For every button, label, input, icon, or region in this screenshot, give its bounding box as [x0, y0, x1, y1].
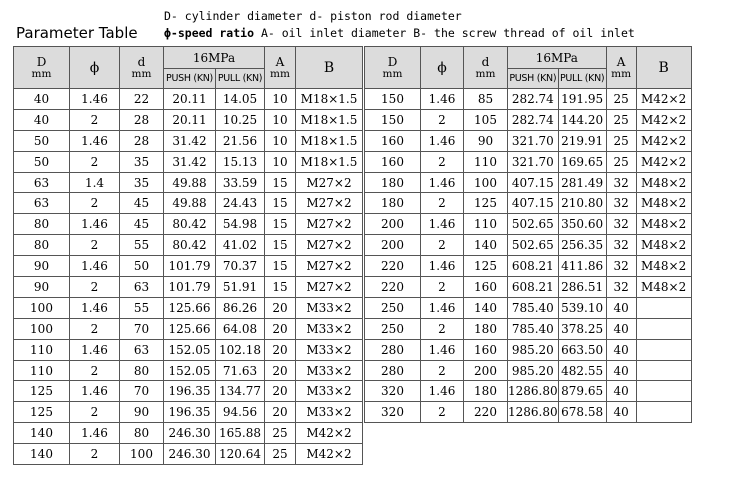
- cell-rod-diameter: 160: [464, 339, 508, 360]
- cell-oil-inlet-diameter: 40: [606, 381, 636, 402]
- header-pressure: 16MPa: [508, 47, 607, 69]
- cell-oil-inlet-diameter: 10: [265, 109, 296, 130]
- cell-oil-inlet-diameter: 20: [265, 339, 296, 360]
- cell-pull-force: 663.50: [558, 339, 606, 360]
- cell-screw-thread: [636, 360, 691, 381]
- cell-speed-ratio: 2: [70, 151, 120, 172]
- cell-rod-diameter: 70: [120, 381, 164, 402]
- cell-rod-diameter: 110: [464, 214, 508, 235]
- header-pull: PULL (KN): [216, 69, 265, 89]
- cell-pull-force: 33.59: [216, 172, 265, 193]
- cell-push-force: 31.42: [164, 151, 216, 172]
- cell-push-force: 608.21: [508, 277, 559, 298]
- cell-pull-force: 86.26: [216, 297, 265, 318]
- table-row: [365, 109, 692, 130]
- cell-oil-inlet-diameter: 15: [265, 256, 296, 277]
- header-oil-inlet-diameter: A mm: [606, 47, 636, 89]
- table-row: [14, 130, 363, 151]
- cell-pull-force: 144.20: [558, 109, 606, 130]
- cell-speed-ratio: 1.46: [421, 130, 464, 151]
- cell-rod-diameter: 28: [120, 109, 164, 130]
- cell-rod-diameter: 180: [464, 381, 508, 402]
- cell-pull-force: 879.65: [558, 381, 606, 402]
- cell-oil-inlet-diameter: 15: [265, 193, 296, 214]
- table-row: [365, 339, 692, 360]
- table-row: [365, 381, 692, 402]
- cell-cylinder-diameter: 180: [365, 193, 421, 214]
- cell-cylinder-diameter: 110: [14, 360, 70, 381]
- header-screw-thread: B: [636, 47, 691, 89]
- cell-speed-ratio: 2: [421, 318, 464, 339]
- table-row: [14, 235, 363, 256]
- header-cylinder-diameter: D mm: [365, 47, 421, 89]
- cell-cylinder-diameter: 63: [14, 193, 70, 214]
- cell-speed-ratio: 2: [70, 109, 120, 130]
- header-pull: PULL (KN): [558, 69, 606, 89]
- cell-cylinder-diameter: 110: [14, 339, 70, 360]
- table-row: [14, 402, 363, 423]
- cell-rod-diameter: 35: [120, 172, 164, 193]
- cell-rod-diameter: 105: [464, 109, 508, 130]
- cell-push-force: 282.74: [508, 109, 559, 130]
- cell-oil-inlet-diameter: 20: [265, 318, 296, 339]
- cell-screw-thread: M27×2: [296, 214, 363, 235]
- cell-push-force: 1286.80: [508, 381, 559, 402]
- cell-speed-ratio: 1.46: [70, 89, 120, 110]
- cell-screw-thread: M33×2: [296, 381, 363, 402]
- cell-pull-force: 24.43: [216, 193, 265, 214]
- cell-screw-thread: M48×2: [636, 256, 691, 277]
- cell-push-force: 502.65: [508, 214, 559, 235]
- cell-rod-diameter: 55: [120, 235, 164, 256]
- cell-cylinder-diameter: 40: [14, 89, 70, 110]
- cell-rod-diameter: 100: [120, 444, 164, 465]
- table-row: [365, 256, 692, 277]
- cell-oil-inlet-diameter: 10: [265, 130, 296, 151]
- table-row: [14, 444, 363, 465]
- cell-cylinder-diameter: 200: [365, 214, 421, 235]
- cell-speed-ratio: 2: [421, 109, 464, 130]
- cell-rod-diameter: 160: [464, 277, 508, 298]
- cell-push-force: 49.88: [164, 172, 216, 193]
- cell-screw-thread: M48×2: [636, 193, 691, 214]
- cell-rod-diameter: 100: [464, 172, 508, 193]
- cell-speed-ratio: 1.46: [70, 423, 120, 444]
- cell-push-force: 125.66: [164, 297, 216, 318]
- cell-push-force: 407.15: [508, 172, 559, 193]
- cell-push-force: 985.20: [508, 360, 559, 381]
- cell-pull-force: 219.91: [558, 130, 606, 151]
- parameter-table-left: [13, 46, 363, 465]
- cell-screw-thread: [636, 381, 691, 402]
- cell-rod-diameter: 80: [120, 423, 164, 444]
- cell-rod-diameter: 220: [464, 402, 508, 423]
- cell-pull-force: 102.18: [216, 339, 265, 360]
- cell-cylinder-diameter: 50: [14, 130, 70, 151]
- cell-push-force: 321.70: [508, 130, 559, 151]
- table-row: [365, 214, 692, 235]
- cell-screw-thread: M27×2: [296, 277, 363, 298]
- cell-speed-ratio: 2: [70, 277, 120, 298]
- table-row: [14, 193, 363, 214]
- cell-oil-inlet-diameter: 32: [606, 256, 636, 277]
- cell-cylinder-diameter: 220: [365, 277, 421, 298]
- cell-cylinder-diameter: 280: [365, 339, 421, 360]
- cell-pull-force: 120.64: [216, 444, 265, 465]
- cell-oil-inlet-diameter: 15: [265, 214, 296, 235]
- table-row: [14, 277, 363, 298]
- cell-push-force: 101.79: [164, 277, 216, 298]
- cell-screw-thread: M42×2: [636, 151, 691, 172]
- cell-speed-ratio: 2: [421, 193, 464, 214]
- table-row: [365, 235, 692, 256]
- cell-push-force: 196.35: [164, 402, 216, 423]
- cell-pull-force: 378.25: [558, 318, 606, 339]
- cell-screw-thread: M48×2: [636, 214, 691, 235]
- cell-screw-thread: M42×2: [296, 444, 363, 465]
- cell-oil-inlet-diameter: 40: [606, 402, 636, 423]
- cell-screw-thread: [636, 402, 691, 423]
- cell-oil-inlet-diameter: 25: [606, 89, 636, 110]
- cell-speed-ratio: 1.46: [70, 297, 120, 318]
- cell-pull-force: 191.95: [558, 89, 606, 110]
- cell-speed-ratio: 2: [70, 444, 120, 465]
- cell-speed-ratio: 2: [421, 402, 464, 423]
- cell-pull-force: 169.65: [558, 151, 606, 172]
- cell-screw-thread: [636, 297, 691, 318]
- cell-rod-diameter: 45: [120, 193, 164, 214]
- cell-push-force: 80.42: [164, 214, 216, 235]
- cell-pull-force: 94.56: [216, 402, 265, 423]
- cell-pull-force: 41.02: [216, 235, 265, 256]
- cell-screw-thread: M18×1.5: [296, 109, 363, 130]
- cell-screw-thread: M27×2: [296, 256, 363, 277]
- cell-oil-inlet-diameter: 15: [265, 172, 296, 193]
- cell-pull-force: 134.77: [216, 381, 265, 402]
- cell-cylinder-diameter: 100: [14, 297, 70, 318]
- header-oil-inlet-diameter: A mm: [265, 47, 296, 89]
- cell-rod-diameter: 90: [120, 402, 164, 423]
- cell-screw-thread: M27×2: [296, 235, 363, 256]
- cell-pull-force: 21.56: [216, 130, 265, 151]
- cell-screw-thread: [636, 318, 691, 339]
- table-row: [365, 277, 692, 298]
- cell-pull-force: 256.35: [558, 235, 606, 256]
- cell-speed-ratio: 1.46: [70, 339, 120, 360]
- cell-oil-inlet-diameter: 25: [265, 423, 296, 444]
- cell-push-force: 985.20: [508, 339, 559, 360]
- cell-cylinder-diameter: 220: [365, 256, 421, 277]
- header-cylinder-diameter: D mm: [14, 47, 70, 89]
- parameter-table-right: [364, 46, 692, 423]
- cell-cylinder-diameter: 280: [365, 360, 421, 381]
- cell-screw-thread: M18×1.5: [296, 130, 363, 151]
- table-row: [14, 423, 363, 444]
- cell-screw-thread: M48×2: [636, 235, 691, 256]
- cell-pull-force: 350.60: [558, 214, 606, 235]
- table-row: [14, 214, 363, 235]
- table-row: [14, 151, 363, 172]
- cell-rod-diameter: 90: [464, 130, 508, 151]
- cell-cylinder-diameter: 160: [365, 151, 421, 172]
- cell-rod-diameter: 63: [120, 277, 164, 298]
- cell-rod-diameter: 70: [120, 318, 164, 339]
- cell-screw-thread: M48×2: [636, 172, 691, 193]
- cell-speed-ratio: 1.46: [70, 381, 120, 402]
- cell-cylinder-diameter: 320: [365, 402, 421, 423]
- cell-oil-inlet-diameter: 40: [606, 339, 636, 360]
- table-row: [365, 172, 692, 193]
- cell-rod-diameter: 80: [120, 360, 164, 381]
- cell-screw-thread: M33×2: [296, 402, 363, 423]
- cell-speed-ratio: 2: [421, 235, 464, 256]
- table-row: [365, 402, 692, 423]
- cell-oil-inlet-diameter: 25: [265, 444, 296, 465]
- cell-speed-ratio: 1.46: [421, 214, 464, 235]
- cell-screw-thread: M48×2: [636, 277, 691, 298]
- cell-push-force: 125.66: [164, 318, 216, 339]
- cell-screw-thread: M33×2: [296, 318, 363, 339]
- cell-rod-diameter: 55: [120, 297, 164, 318]
- cell-speed-ratio: 1.4: [70, 172, 120, 193]
- cell-cylinder-diameter: 80: [14, 235, 70, 256]
- cell-push-force: 49.88: [164, 193, 216, 214]
- cell-oil-inlet-diameter: 32: [606, 235, 636, 256]
- cell-pull-force: 539.10: [558, 297, 606, 318]
- cell-push-force: 20.11: [164, 89, 216, 110]
- cell-screw-thread: M42×2: [636, 89, 691, 110]
- cell-rod-diameter: 140: [464, 297, 508, 318]
- cell-cylinder-diameter: 63: [14, 172, 70, 193]
- cell-pull-force: 10.25: [216, 109, 265, 130]
- table-row: [365, 193, 692, 214]
- cell-screw-thread: M18×1.5: [296, 89, 363, 110]
- cell-screw-thread: M18×1.5: [296, 151, 363, 172]
- table-row: [14, 89, 363, 110]
- cell-cylinder-diameter: 80: [14, 214, 70, 235]
- cell-cylinder-diameter: 160: [365, 130, 421, 151]
- table-row: [365, 151, 692, 172]
- cell-push-force: 31.42: [164, 130, 216, 151]
- cell-speed-ratio: 1.46: [421, 256, 464, 277]
- cell-pull-force: 71.63: [216, 360, 265, 381]
- cell-screw-thread: M27×2: [296, 193, 363, 214]
- table-row: [14, 109, 363, 130]
- cell-screw-thread: M27×2: [296, 172, 363, 193]
- cell-rod-diameter: 180: [464, 318, 508, 339]
- legend-line-2: [164, 26, 635, 40]
- cell-cylinder-diameter: 90: [14, 256, 70, 277]
- cell-screw-thread: M33×2: [296, 360, 363, 381]
- cell-screw-thread: M33×2: [296, 339, 363, 360]
- cell-pull-force: 411.86: [558, 256, 606, 277]
- cell-cylinder-diameter: 140: [14, 444, 70, 465]
- table-row: [365, 297, 692, 318]
- cell-rod-diameter: 85: [464, 89, 508, 110]
- cell-push-force: 1286.80: [508, 402, 559, 423]
- cell-pull-force: 64.08: [216, 318, 265, 339]
- cell-oil-inlet-diameter: 32: [606, 277, 636, 298]
- cell-cylinder-diameter: 40: [14, 109, 70, 130]
- cell-speed-ratio: 1.46: [421, 89, 464, 110]
- cell-pull-force: 678.58: [558, 402, 606, 423]
- header-push: PUSH (KN): [164, 69, 216, 89]
- cell-speed-ratio: 2: [70, 402, 120, 423]
- cell-push-force: 152.05: [164, 360, 216, 381]
- table-row: [365, 360, 692, 381]
- cell-pull-force: 165.88: [216, 423, 265, 444]
- cell-cylinder-diameter: 125: [14, 402, 70, 423]
- legend-speed-ratio: ϕ-speed ratio: [164, 26, 255, 40]
- table-row: [14, 297, 363, 318]
- cell-rod-diameter: 125: [464, 193, 508, 214]
- cell-cylinder-diameter: 100: [14, 318, 70, 339]
- cell-cylinder-diameter: 50: [14, 151, 70, 172]
- cell-oil-inlet-diameter: 25: [606, 130, 636, 151]
- cell-screw-thread: M33×2: [296, 297, 363, 318]
- page-title: Parameter Table: [16, 24, 138, 42]
- cell-screw-thread: M42×2: [636, 130, 691, 151]
- cell-push-force: 608.21: [508, 256, 559, 277]
- cell-push-force: 407.15: [508, 193, 559, 214]
- cell-cylinder-diameter: 90: [14, 277, 70, 298]
- cell-cylinder-diameter: 150: [365, 109, 421, 130]
- cell-rod-diameter: 22: [120, 89, 164, 110]
- table-row: [14, 360, 363, 381]
- cell-rod-diameter: 200: [464, 360, 508, 381]
- table-row: [14, 381, 363, 402]
- cell-pull-force: 286.51: [558, 277, 606, 298]
- cell-speed-ratio: 2: [70, 360, 120, 381]
- header-rod-diameter: d mm: [120, 47, 164, 89]
- cell-oil-inlet-diameter: 15: [265, 235, 296, 256]
- cell-oil-inlet-diameter: 20: [265, 381, 296, 402]
- cell-oil-inlet-diameter: 20: [265, 402, 296, 423]
- header-speed-ratio: ϕ: [421, 47, 464, 89]
- cell-cylinder-diameter: 320: [365, 381, 421, 402]
- cell-push-force: 785.40: [508, 297, 559, 318]
- table-row: [365, 318, 692, 339]
- cell-speed-ratio: 2: [421, 277, 464, 298]
- cell-speed-ratio: 2: [70, 193, 120, 214]
- header-speed-ratio: ϕ: [70, 47, 120, 89]
- cell-rod-diameter: 50: [120, 256, 164, 277]
- cell-speed-ratio: 1.46: [70, 256, 120, 277]
- cell-push-force: 785.40: [508, 318, 559, 339]
- cell-cylinder-diameter: 250: [365, 318, 421, 339]
- table-row: [14, 172, 363, 193]
- cell-pull-force: 482.55: [558, 360, 606, 381]
- cell-screw-thread: M42×2: [296, 423, 363, 444]
- cell-cylinder-diameter: 140: [14, 423, 70, 444]
- cell-oil-inlet-diameter: 10: [265, 151, 296, 172]
- cell-speed-ratio: 2: [421, 360, 464, 381]
- cell-cylinder-diameter: 125: [14, 381, 70, 402]
- cell-rod-diameter: 140: [464, 235, 508, 256]
- header-push: PUSH (KN): [508, 69, 559, 89]
- cell-rod-diameter: 45: [120, 214, 164, 235]
- cell-oil-inlet-diameter: 32: [606, 193, 636, 214]
- cell-rod-diameter: 125: [464, 256, 508, 277]
- cell-oil-inlet-diameter: 40: [606, 318, 636, 339]
- cell-speed-ratio: 1.46: [421, 339, 464, 360]
- cell-push-force: 152.05: [164, 339, 216, 360]
- cell-oil-inlet-diameter: 15: [265, 277, 296, 298]
- cell-speed-ratio: 1.46: [421, 297, 464, 318]
- cell-cylinder-diameter: 250: [365, 297, 421, 318]
- cell-cylinder-diameter: 150: [365, 89, 421, 110]
- cell-speed-ratio: 1.46: [421, 381, 464, 402]
- cell-rod-diameter: 35: [120, 151, 164, 172]
- cell-oil-inlet-diameter: 20: [265, 360, 296, 381]
- cell-speed-ratio: 1.46: [70, 214, 120, 235]
- table-row: [365, 89, 692, 110]
- cell-pull-force: 70.37: [216, 256, 265, 277]
- cell-oil-inlet-diameter: 32: [606, 214, 636, 235]
- cell-screw-thread: M42×2: [636, 109, 691, 130]
- cell-push-force: 20.11: [164, 109, 216, 130]
- cell-pull-force: 54.98: [216, 214, 265, 235]
- cell-screw-thread: [636, 339, 691, 360]
- cell-push-force: 80.42: [164, 235, 216, 256]
- cell-oil-inlet-diameter: 10: [265, 89, 296, 110]
- cell-oil-inlet-diameter: 25: [606, 109, 636, 130]
- cell-pull-force: 14.05: [216, 89, 265, 110]
- table-row: [14, 318, 363, 339]
- cell-push-force: 502.65: [508, 235, 559, 256]
- cell-push-force: 196.35: [164, 381, 216, 402]
- cell-pull-force: 15.13: [216, 151, 265, 172]
- table-row: [14, 256, 363, 277]
- cell-oil-inlet-diameter: 25: [606, 151, 636, 172]
- cell-oil-inlet-diameter: 40: [606, 360, 636, 381]
- cell-speed-ratio: 1.46: [70, 130, 120, 151]
- cell-pull-force: 210.80: [558, 193, 606, 214]
- cell-speed-ratio: 1.46: [421, 172, 464, 193]
- cell-push-force: 246.30: [164, 423, 216, 444]
- cell-speed-ratio: 2: [421, 151, 464, 172]
- cell-speed-ratio: 2: [70, 318, 120, 339]
- cell-oil-inlet-diameter: 40: [606, 297, 636, 318]
- cell-speed-ratio: 2: [70, 235, 120, 256]
- cell-push-force: 282.74: [508, 89, 559, 110]
- header-rod-diameter: d mm: [464, 47, 508, 89]
- header-pressure: 16MPa: [164, 47, 265, 69]
- table-row: [365, 130, 692, 151]
- cell-oil-inlet-diameter: 20: [265, 297, 296, 318]
- cell-rod-diameter: 110: [464, 151, 508, 172]
- cell-cylinder-diameter: 200: [365, 235, 421, 256]
- cell-cylinder-diameter: 180: [365, 172, 421, 193]
- cell-rod-diameter: 63: [120, 339, 164, 360]
- cell-push-force: 246.30: [164, 444, 216, 465]
- legend-line-2-rest: A- oil inlet diameter B- the screw thread of oil inlet: [254, 26, 635, 40]
- table-row: [14, 339, 363, 360]
- header-screw-thread: B: [296, 47, 363, 89]
- cell-pull-force: 281.49: [558, 172, 606, 193]
- cell-pull-force: 51.91: [216, 277, 265, 298]
- cell-push-force: 321.70: [508, 151, 559, 172]
- legend-line-1: D- cylinder diameter d- piston rod diameter: [164, 9, 462, 23]
- cell-push-force: 101.79: [164, 256, 216, 277]
- cell-rod-diameter: 28: [120, 130, 164, 151]
- cell-oil-inlet-diameter: 32: [606, 172, 636, 193]
